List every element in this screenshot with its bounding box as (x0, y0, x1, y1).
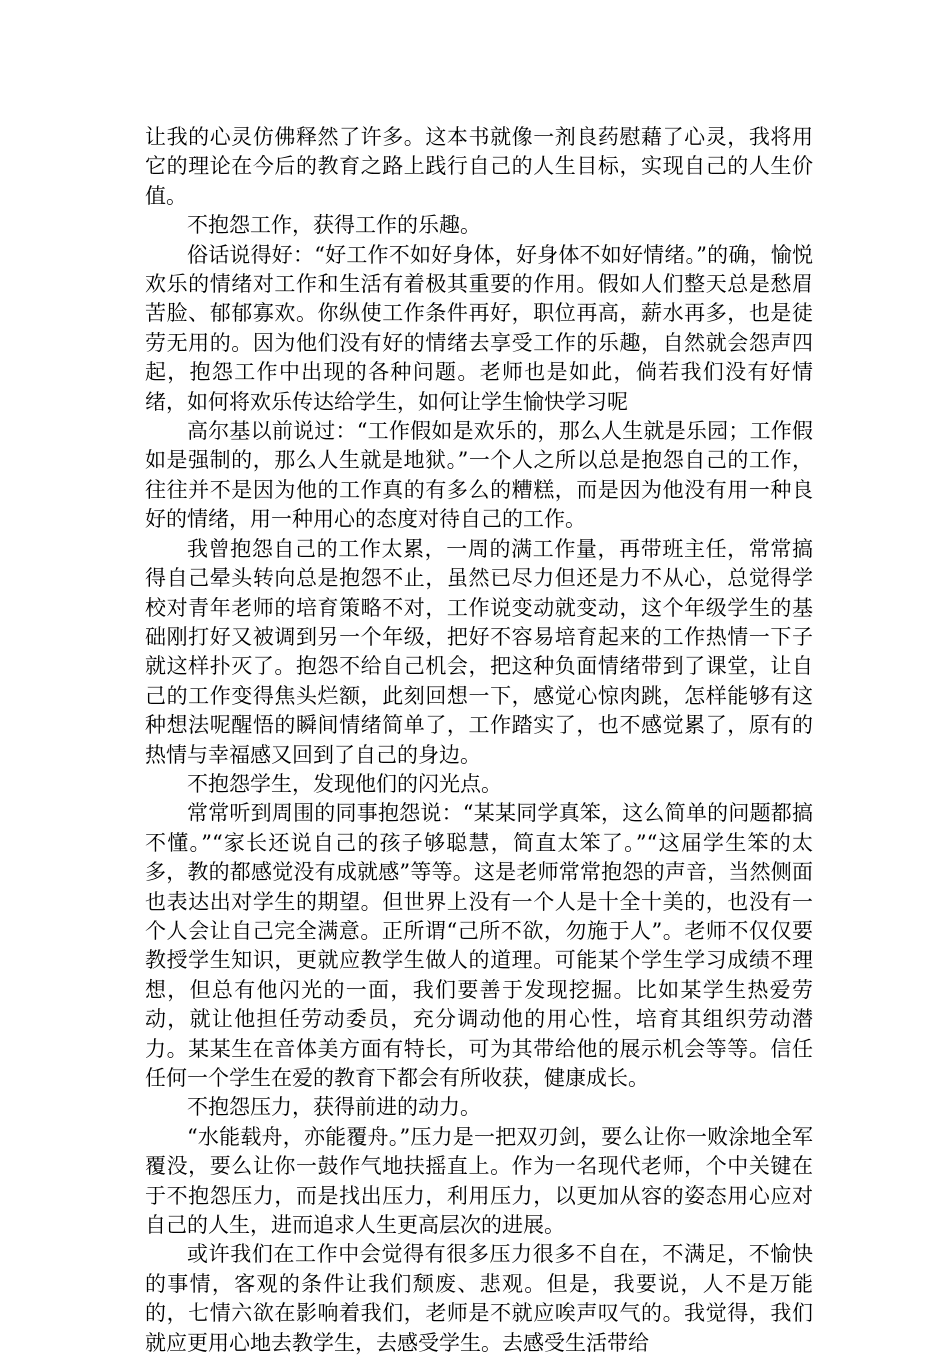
paragraph-proverb: 俗话说得好：“好工作不如好身体，好身体不如好情绪。”的确，愉悦欢乐的情绪对工作和生活有着极其重要的作用。假如人们整天总是愁眉苦脸、郁郁寡欢。你纵使工作条件再好，职位再高，薪水再多，也是徒劳无用的。因为他们没有好的情绪去享受工作的乐趣，自然就会怨声四起，抱怨工作中出现的各种问题。老师也是如此，倘若我们没有好情绪，如何将欢乐传达给学生，如何让学生愉快学习呢 (145, 242, 813, 414)
section-heading-students: 不抱怨学生，发现他们的闪光点。 (187, 771, 502, 796)
paragraph-continuation: 让我的心灵仿佛释然了许多。这本书就像一剂良药慰藉了心灵，我将用它的理论在今后的教育之路上践行自己的人生目标，实现自己的人生价值。 (145, 125, 813, 208)
paragraph-colleague-complaints: 常常听到周围的同事抱怨说：“某某同学真笨，这么简单的问题都搞不懂。”“家长还说自己的孩子够聪慧，简直太笨了。”“这届学生笨的太多，教的都感觉没有成就感”等等。这是老师常常抱怨的声音，当然侧面也表达出对学生的期望。但世界上没有一个人是十全十美的，也没有一个人会让自己完全满意。正所谓“己所不欲，勿施于人”。老师不仅仅要教授学生知识，更就应教学生做人的道理。可能某个学生学习成绩不理想，但总有他闪光的一面，我们要善于发现挖掘。比如某学生热爱劳动，就让他担任劳动委员，充分调动他的用心性，培育其组织劳动潜力。某某生在音体美方面有特长，可为其带给他的展示机会等等。信任任何一个学生在爱的教育下都会有所收获，健康成长。 (145, 801, 813, 1090)
section-heading-pressure: 不抱怨压力，获得前进的动力。 (187, 1095, 481, 1120)
paragraph-water-boat: “水能载舟，亦能覆舟。”压力是一把双刃剑，要么让你一败涂地全军覆没，要么让你一鼓作气地扶摇直上。作为一名现代老师，个中关键在于不抱怨压力，而是找出压力，利用压力，以更加从容的姿态用心应对自己的人生，进而追求人生更高层次的进展。 (145, 1124, 813, 1238)
document-body (145, 123, 813, 1358)
section-heading-work: 不抱怨工作，获得工作的乐趣。 (187, 213, 481, 238)
paragraph-gorky-quote: 高尔基以前说过：“工作假如是欢乐的，那么人生就是乐园；工作假如是强制的，那么人生就是地狱。”一个人之所以总是抱怨自己的工作，往往并不是因为他的工作真的有多么的糟糕，而是因为他没有用一种良好的情绪，用一种用心的态度对待自己的工作。 (145, 419, 813, 532)
paragraph-work-pressure: 或许我们在工作中会觉得有很多压力很多不自在，不满足，不愉快的事情，客观的条件让我们颓废、悲观。但是，我要说，人不是万能的，七情六欲在影响着我们，老师是不就应唉声叹气的。我觉得，我们就应更用心地去教学生，去感受学生。去感受生活带给 (145, 1242, 813, 1355)
paragraph-personal-reflection: 我曾抱怨自己的工作太累，一周的满工作量，再带班主任，常常搞得自己晕头转向总是抱怨不止，虽然已尽力但还是力不从心，总觉得学校对青年老师的培育策略不对，工作说变动就变动，这个年级学生的基础刚打好又被调到另一个年级，把好不容易培育起来的工作热情一下子就这样扑灭了。抱怨不给自己机会，把这种负面情绪带到了课堂，让自己的工作变得焦头烂额，此刻回想一下，感觉心惊肉跳，怎样能够有这种想法呢醒悟的瞬间情绪简单了，工作踏实了，也不感觉累了，原有的热情与幸福感又回到了自己的身边。 (145, 536, 813, 767)
